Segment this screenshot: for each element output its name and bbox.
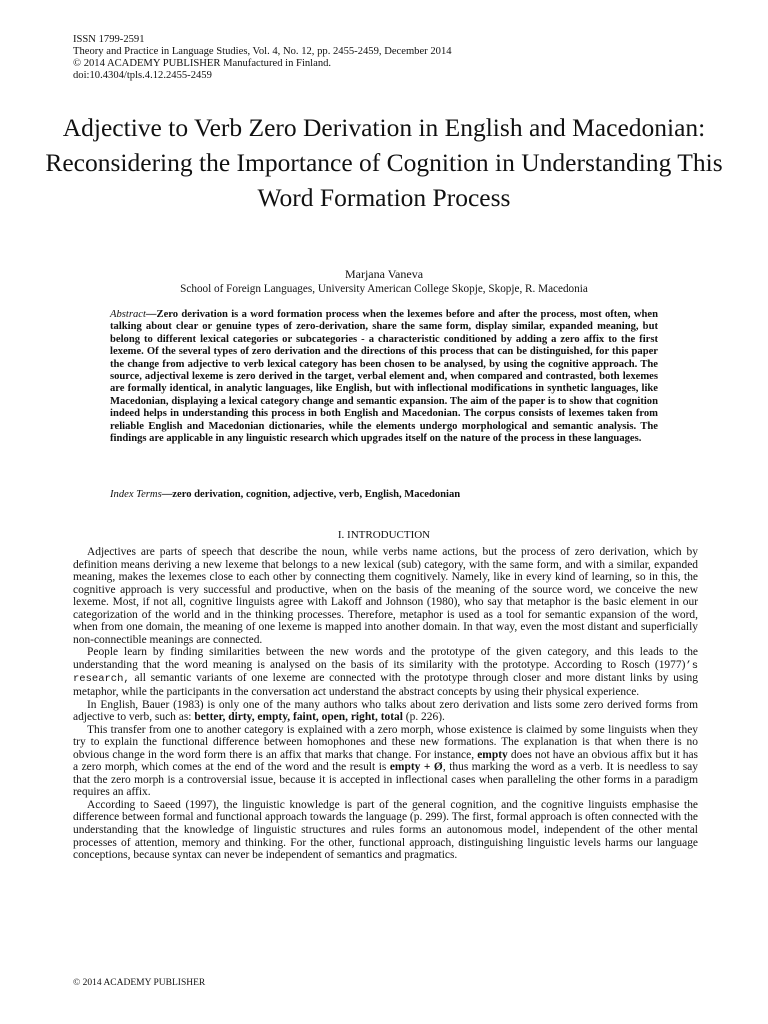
section-heading-introduction [0,529,768,541]
paragraph-3 [73,699,698,724]
journal-citation-line: Theory and Practice in Language Studies, Vol. 4, No. 12, pp. 2455-2459, December 2014 [73,46,452,57]
issn-line: ISSN 1799-2591 [73,34,145,45]
paragraph-4-part-b: does not have an obvious affix but it has a zero morph, which comes at the end of the word and the result is [73,748,698,774]
doi-line: doi:10.4304/tpls.4.12.2455-2459 [73,70,212,81]
paragraph-3-part-a: In English, Bauer (1983) is only one of the many authors who talks about zero derivation and lists some zero derived forms from adjective to verb, such as: [73,698,698,724]
index-terms [110,489,670,500]
section-numeral: I. I [337,529,351,541]
author-affiliation: School of Foreign Languages, University American College Skopje, Skopje, R. Macedonia [180,283,588,295]
paragraph-4-formula: empty + Ø [389,761,443,774]
paragraph-4-empty: empty [477,748,508,761]
paragraph-2 [73,646,698,698]
page-footer: © 2014 ACADEMY PUBLISHER [73,978,206,988]
paragraph-3-part-b: (p. 226). [402,711,445,724]
paragraph-5: According to Saeed (1997), the linguistic knowledge is part of the general cognition, and the cognitive linguists emphasise the difference between formal and functional approach towards the language (p. 299). The first, formal approach is often connected with the understanding that the knowledge of linguistic structures and rules forms an autonomous model, independent of the other mental processes of attention, memory and thinking. For the other, functional approach, distinguishing linguistic levels harms our language conceptions, because syntax can never be independent of semantics and pragmatics. [73,798,698,862]
paragraph-4-part-a: This transfer from one to another category is explained with a zero morph, whose existence is claimed by some linguists when they try to explain the functional difference between homophones and these new formations. The explanation is that when there is no obvious change in the word form there is an affix that marks that change. For instance, [73,723,698,761]
paragraph-3-examples: better, dirty, empty, faint, open, right, total [194,711,403,724]
section-name: NTRODUCTION [350,529,431,541]
index-terms-label: Index Terms [110,489,162,500]
paragraph-1: Adjectives are parts of speech that describe the noun, while verbs name actions, but the process of zero derivation, which by definition means deriving a new lexeme that belongs to a new lexical (sub) category, with the same form, and with a similar, expanded meaning, makes the lexemes close to each other by connecting them cognitively. Namely, like in every kind of learning, so in this, the cognitive approach is very successful and productive, when on the basis of the meaning of the source word, we conceive the new lexeme. Most, if not all, cognitive linguists agree with Lakoff and Johnson (1980), who say that metaphor is the basic element in our categorization of the world and in the thinking processes. Therefore, metaphor is used as a tool for semantic expansion of the word, when from one domain, the meaning of one lexeme is mapped into another domain. In that way, even the most distant and superficially non-connectible meanings are connected. [73,546,698,646]
abstract-text: —Zero derivation is a word formation process when the lexemes before and after the process, most often, when talking about clear or genuine types of zero-derivation, share the same form, display similar, expanded meaning, but belong to different lexical categories or subcategories - a characteristic conditioned by adding a zero affix to the first lexeme. Of the several types of zero derivation and the directions of this process that can be distinguished, for this paper the change from adjective to verb lexical category has been chosen to be analysed, by using the cognitive approach. The source, adjectival lexeme is zero derived in the target, verbal element and, when compared and contrasted, both lexemes are formally identical, in analytic languages, like English, but with inflectional modifications in synthetic languages, like Macedonian, displaying a lexical category change and semantic expansion. The aim of the paper is to show that cognition indeed helps in understanding this process in both English and Macedonian. The corpus consists of lexemes taken from reliable English and Macedonian dictionaries, while the elements undergo morphological and semantic analysis. The findings are applicable in any linguistic research which upgrades itself on the nature of the process in these languages. [110,309,658,445]
abstract [110,309,658,445]
paragraph-2-mono: ’s research, [73,659,698,686]
paragraph-4-part-c: , thus marking the word as a verb. It is needless to say that the zero morph is a controversial issue, because it is accepted in inflectional cases when paralleling the other forms in a paradigm requires an affix. [73,761,698,799]
paragraph-4 [73,724,698,799]
copyright-line: © 2014 ACADEMY PUBLISHER Manufactured in Finland. [73,58,332,69]
journal-header [73,34,452,82]
paragraph-2-part-b: all semantic variants of one lexeme are connected with the prototype through closer and more distant links by using metaphor, while the participants in the conversation act understand the abstract concepts by using their physical experience. [73,672,698,699]
paragraph-2-part-a: People learn by finding similarities between the new words and the prototype of the given category, and this leads to the understanding that the word meaning is analysed on the basis of its similarity with the prototype. According to Rosch (1977) [73,646,698,671]
index-terms-text: —zero derivation, cognition, adjective, verb, English, Macedonian [161,489,461,500]
paper-title: Adjective to Verb Zero Derivation in English and Macedonian: Reconsidering the Importance of Cognition in Understanding This Word Formation Process [45,113,723,212]
introduction-body [73,546,698,862]
author-name: Marjana Vaneva [344,267,424,281]
abstract-label: Abstract [110,309,146,320]
